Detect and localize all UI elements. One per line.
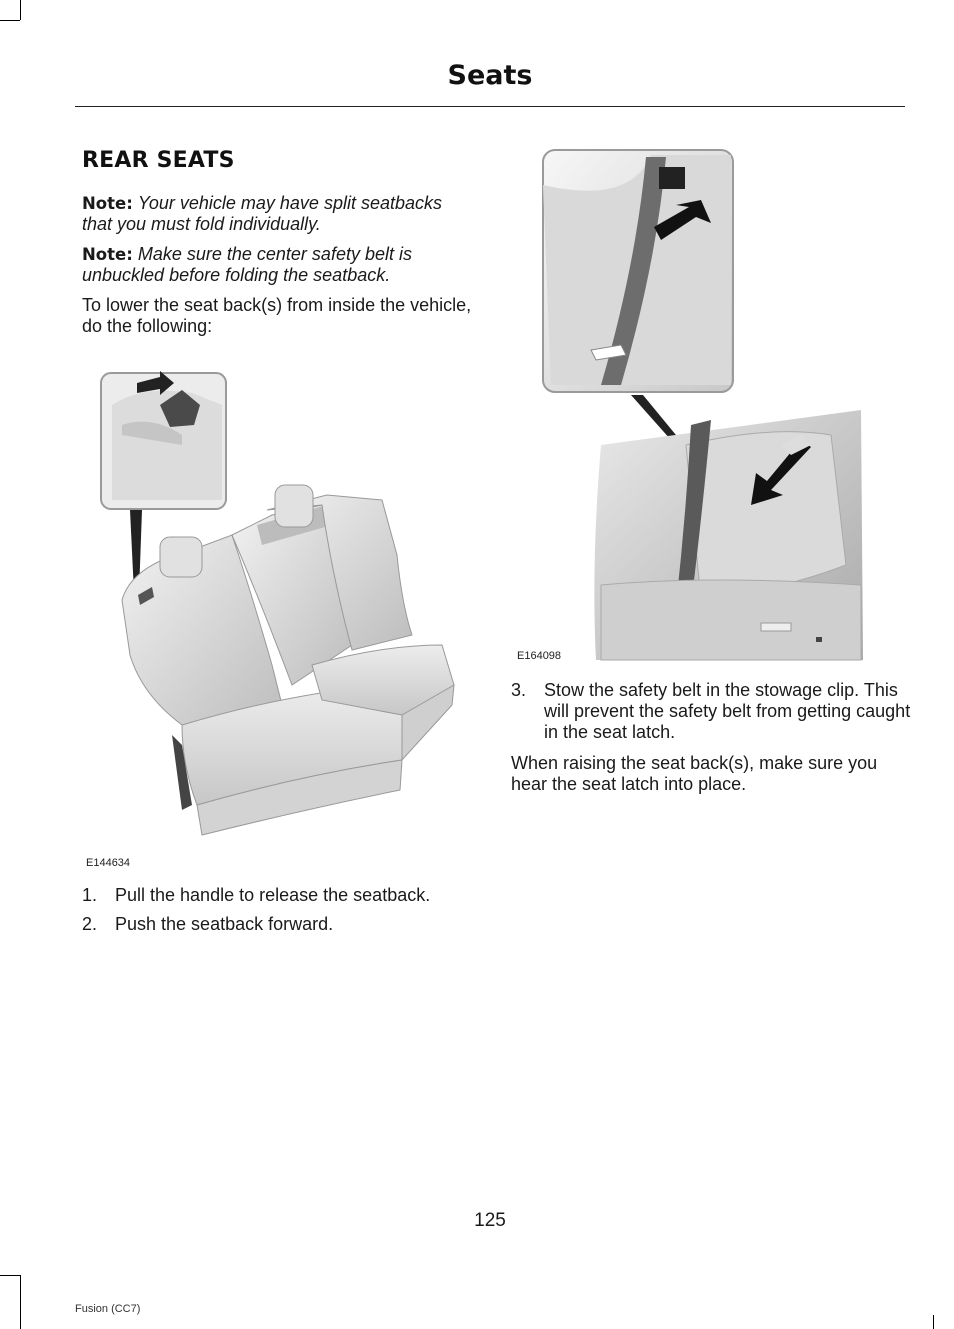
- vehicle-model: Fusion (CC7): [75, 1303, 141, 1315]
- note-text: Your vehicle may have split seatbacks that you must fold individually.: [82, 193, 442, 234]
- step-item: [511, 680, 911, 743]
- figure-code: E164098: [517, 650, 562, 662]
- steps-list: [82, 885, 474, 935]
- crop-mark: [933, 1315, 934, 1329]
- header-divider: [75, 106, 905, 107]
- steps-list: [511, 680, 911, 743]
- note-label: Note:: [82, 194, 133, 213]
- closing-paragraph: When raising the seat back(s), make sure you hear the seat latch into place.: [511, 753, 878, 794]
- note-1: [82, 193, 474, 235]
- step-item: [82, 914, 474, 935]
- step-text: Push the seatback forward.: [115, 914, 334, 934]
- right-column: [511, 680, 911, 804]
- note-text: Make sure the center safety belt is unbuckled before folding the seatback.: [82, 244, 412, 285]
- section-heading: REAR SEATS: [82, 148, 235, 173]
- step-number: 1.: [82, 885, 98, 905]
- crop-mark: [0, 20, 20, 21]
- step-item: [82, 885, 474, 906]
- step-number: 2.: [82, 914, 98, 934]
- seat-illustration: [82, 365, 477, 869]
- note-label: Note:: [82, 245, 133, 264]
- left-column: [82, 148, 474, 346]
- step-text: Stow the safety belt in the stowage clip. This will prevent the safety belt from getting caught in the seat latch.: [544, 680, 911, 742]
- crop-mark: [0, 1275, 20, 1276]
- figure-code: E144634: [86, 857, 131, 869]
- rear-seat-drawing: [82, 365, 477, 855]
- page-number: 125: [474, 1210, 506, 1231]
- safety-belt-drawing: [511, 145, 871, 670]
- step-text: Pull the handle to release the seatback.: [115, 885, 431, 905]
- note-2: [82, 244, 474, 286]
- page-title: Seats: [447, 60, 533, 91]
- crop-mark: [20, 1275, 21, 1329]
- steps-left: [82, 885, 474, 943]
- belt-illustration: [511, 145, 871, 670]
- crop-mark: [20, 0, 21, 20]
- step-number: 3.: [511, 680, 527, 700]
- intro-paragraph: To lower the seat back(s) from inside the vehicle, do the following:: [82, 295, 472, 336]
